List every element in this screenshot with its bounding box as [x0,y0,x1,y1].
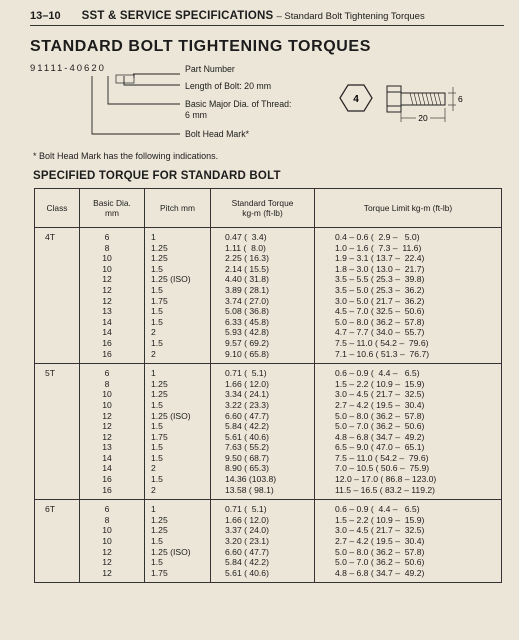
standard-torque-value: 0.71 ( 5.1) [225,504,267,515]
pitch-value: 1.25 [151,514,168,525]
standard-torque-cell [211,500,315,583]
dia-value: 12 [102,567,112,578]
basic-dia-cell [80,364,145,500]
dia-value: 10 [102,263,112,274]
dia-value: 6 [104,368,110,379]
basic-dia-cell [80,228,145,364]
torque-limit-value: 6.5 – 9.0 ( 47.0 – 65.1) [335,442,425,453]
pitch-value: 1.5 [151,557,163,568]
class-cell [35,500,80,583]
torque-limit-value: 1.0 – 1.6 ( 7.3 – 11.6) [335,242,422,253]
pitch-cell [145,228,211,364]
standard-torque-value: 5.61 ( 40.6) [225,567,269,578]
torque-limit-value: 7.0 – 10.5 ( 50.6 – 75.9) [335,463,430,474]
pitch-value: 1.5 [151,442,163,453]
pitch-cell [145,364,211,500]
dia-dimension-label: 6 [458,94,463,104]
dia-value: 12 [102,284,112,295]
pitch-cell [145,500,211,583]
dia-value: 12 [102,421,112,432]
dia-value: 12 [102,557,112,568]
dia-value: 13 [102,306,112,317]
standard-torque-value: 3.22 ( 23.3) [225,399,269,410]
pitch-value: 1.5 [151,421,163,432]
dia-value: 16 [102,484,112,495]
dia-value: 12 [102,546,112,557]
standard-torque-value: 4.40 ( 31.8) [225,274,269,285]
head-mark-number: 4 [353,94,359,105]
dia-value: 6 [104,232,110,242]
torque-limit-cell [315,364,502,500]
class-group-row [35,500,502,583]
torque-limit-value: 3.0 – 5.0 ( 21.7 – 36.2) [335,295,425,306]
pitch-value: 2 [151,327,156,338]
pitch-value: 1.25 [151,378,168,389]
dia-value: 16 [102,348,112,359]
table-header-row [35,189,502,228]
pitch-value: 1 [151,368,156,379]
torque-limit-value: 4.8 – 6.8 ( 34.7 – 49.2) [335,567,425,578]
head-mark-note: * Bolt Head Mark has the following indications. [33,151,219,161]
page-number: 13–10 [30,10,61,22]
standard-torque-value: 2.14 ( 15.5) [225,263,269,274]
pitch-value: 1.25 [151,242,168,253]
pitch-value: 1.25 (ISO) [151,410,191,421]
dia-value: 14 [102,452,112,463]
label-major-dia-value: 6 mm [185,110,207,120]
pitch-value: 1.25 (ISO) [151,546,191,557]
label-head-mark: Bolt Head Mark* [185,129,250,139]
pitch-value: 1.25 [151,525,168,536]
standard-torque-value: 1.66 ( 12.0) [225,514,269,525]
dia-value: 8 [104,378,110,389]
pitch-value: 1.5 [151,337,163,348]
standard-torque-value: 3.74 ( 27.0) [225,295,269,306]
standard-torque-value: 5.08 ( 36.8) [225,306,269,317]
pitch-value: 1.25 [151,253,168,264]
bolt-head-mark-icon [340,85,372,111]
pitch-value: 1.5 [151,316,163,327]
standard-torque-value: 5.93 ( 42.8) [225,327,269,338]
torque-limit-value: 5.0 – 8.0 ( 36.2 – 57.8) [335,316,425,327]
pitch-value: 1.75 [151,567,168,578]
standard-torque-value: 2.25 ( 16.3) [225,253,269,264]
torque-limit-value: 7.5 – 11.0 ( 54.2 – 79.6) [335,337,429,348]
pitch-value: 1.5 [151,306,163,317]
torque-limit-value: 0.4 – 0.6 ( 2.9 – 5.0) [335,232,420,242]
standard-torque-value: 0.47 ( 3.4) [225,232,267,242]
table-title: SPECIFIED TORQUE FOR STANDARD BOLT [33,170,281,182]
torque-limit-value: 5.0 – 8.0 ( 36.2 – 57.8) [335,546,425,557]
dia-value: 16 [102,474,112,485]
standard-torque-value: 5.61 ( 40.6) [225,431,269,442]
dia-value: 13 [102,442,112,453]
standard-torque-value: 0.71 ( 5.1) [225,368,267,379]
header-pitch: Pitch mm [145,189,211,228]
standard-torque-value: 3.34 ( 24.1) [225,389,269,400]
header-class: Class [35,189,80,228]
torque-limit-value: 4.7 – 7.7 ( 34.0 – 55.7) [335,327,425,338]
label-major-dia: Basic Major Dia. of Thread: [185,99,292,109]
header-standard-torque: Standard Torque kg-m (ft-lb) [211,189,315,228]
standard-torque-value: 14.36 (103.8) [225,474,277,485]
pitch-value: 1 [151,232,156,242]
standard-torque-value: 6.33 ( 45.8) [225,316,269,327]
header-torque-limit: Torque Limit kg-m (ft-lb) [315,189,502,228]
standard-torque-value: 7.63 ( 55.2) [225,442,269,453]
dia-value: 10 [102,253,112,264]
pitch-value: 1.5 [151,474,163,485]
class-label: 4T [45,232,56,242]
torque-limit-value: 4.8 – 6.8 ( 34.7 – 49.2) [335,431,425,442]
dia-value: 8 [104,242,110,253]
pitch-value: 1.5 [151,263,163,274]
standard-torque-value: 1.11 ( 8.0) [225,242,266,253]
standard-torque-value: 3.89 ( 28.1) [225,284,269,295]
pitch-value: 1.25 (ISO) [151,274,191,285]
dia-value: 10 [102,389,112,400]
dia-value: 10 [102,399,112,410]
standard-torque-value: 3.37 ( 24.0) [225,525,269,536]
torque-limit-value: 5.0 – 8.0 ( 36.2 – 57.8) [335,410,425,421]
pitch-value: 1.5 [151,536,163,547]
standard-torque-value: 1.66 ( 12.0) [225,378,269,389]
torque-limit-value: 1.5 – 2.2 ( 10.9 – 15.9) [335,514,425,525]
part-number-code: 91111-40620 [30,63,106,74]
dia-value: 14 [102,316,112,327]
standard-torque-value: 3.20 ( 23.1) [225,536,269,547]
label-bolt-length: Length of Bolt: 20 mm [185,81,272,91]
dia-value: 12 [102,431,112,442]
torque-limit-value: 1.5 – 2.2 ( 10.9 – 15.9) [335,378,425,389]
header-basic-dia: Basic Dia. mm [80,189,145,228]
torque-table-body [35,228,502,583]
standard-torque-value: 9.10 ( 65.8) [225,348,269,359]
class-label: 6T [45,504,56,515]
pitch-value: 1.5 [151,452,163,463]
torque-limit-value: 11.5 – 16.5 ( 83.2 – 119.2) [335,484,436,495]
header-rule [30,25,504,26]
class-cell [35,228,80,364]
dia-value: 10 [102,525,112,536]
bolt-code-diagram [30,60,500,150]
page-header [30,10,500,22]
pitch-value: 1 [151,504,156,515]
dia-value: 14 [102,327,112,338]
standard-torque-value: 13.58 ( 98.1) [225,484,274,495]
torque-limit-value: 3.5 – 5.0 ( 25.3 – 36.2) [335,284,425,295]
standard-torque-cell [211,228,315,364]
dia-value: 12 [102,295,112,306]
torque-limit-value: 3.0 – 4.5 ( 21.7 – 32.5) [335,389,425,400]
pitch-value: 2 [151,463,156,474]
standard-torque-value: 5.84 ( 42.2) [225,557,269,568]
class-group-row [35,364,502,500]
section-title: SST & SERVICE SPECIFICATIONS [81,10,274,22]
pitch-value: 1.75 [151,431,168,442]
torque-limit-value: 5.0 – 7.0 ( 36.2 – 50.6) [335,557,425,568]
torque-limit-value: 1.9 – 3.1 ( 13.7 – 22.4) [335,253,425,264]
pitch-value: 1.75 [151,295,168,306]
torque-limit-value: 7.1 – 10.6 ( 51.3 – 76.7) [335,348,430,359]
standard-torque-value: 9.57 ( 69.2) [225,337,269,348]
basic-dia-cell [80,500,145,583]
torque-limit-value: 4.5 – 7.0 ( 32.5 – 50.6) [335,306,425,317]
subsection-title: – Standard Bolt Tightening Torques [276,11,425,22]
label-part-number: Part Number [185,64,235,74]
torque-limit-value: 3.0 – 4.5 ( 21.7 – 32.5) [335,525,425,536]
pitch-value: 1.25 [151,389,168,400]
standard-torque-value: 6.60 ( 47.7) [225,546,269,557]
class-label: 5T [45,368,56,379]
pitch-value: 2 [151,348,156,359]
dia-value: 6 [104,504,110,515]
dia-value: 16 [102,337,112,348]
standard-torque-value: 8.90 ( 65.3) [225,463,269,474]
torque-limit-value: 2.7 – 4.2 ( 19.5 – 30.4) [335,536,425,547]
standard-torque-cell [211,364,315,500]
torque-limit-value: 12.0 – 17.0 ( 86.8 – 123.0) [335,474,437,485]
standard-torque-value: 9.50 ( 68.7) [225,452,269,463]
standard-torque-value: 5.84 ( 42.2) [225,421,269,432]
torque-table [34,188,502,583]
torque-limit-cell [315,500,502,583]
class-cell [35,364,80,500]
length-dimension-label: 20 [418,113,428,123]
torque-limit-value: 1.8 – 3.0 ( 13.0 – 21.7) [335,263,425,274]
pitch-value: 1.5 [151,284,163,295]
page-title: STANDARD BOLT TIGHTENING TORQUES [30,38,371,55]
pitch-value: 1.5 [151,399,163,410]
torque-limit-cell [315,228,502,364]
dia-value: 14 [102,463,112,474]
torque-limit-value: 2.7 – 4.2 ( 19.5 – 30.4) [335,399,425,410]
torque-limit-value: 0.6 – 0.9 ( 4.4 – 6.5) [335,504,420,515]
torque-limit-value: 5.0 – 7.0 ( 36.2 – 50.6) [335,421,425,432]
pitch-value: 2 [151,484,156,495]
torque-limit-value: 7.5 – 11.0 ( 54.2 – 79.6) [335,452,429,463]
dia-value: 10 [102,536,112,547]
class-group-row [35,228,502,364]
torque-limit-value: 3.5 – 5.5 ( 25.3 – 39.8) [335,274,425,285]
dia-value: 8 [104,514,110,525]
dia-value: 12 [102,274,112,285]
torque-limit-value: 0.6 – 0.9 ( 4.4 – 6.5) [335,368,420,379]
standard-torque-value: 6.60 ( 47.7) [225,410,269,421]
dia-value: 12 [102,410,112,421]
